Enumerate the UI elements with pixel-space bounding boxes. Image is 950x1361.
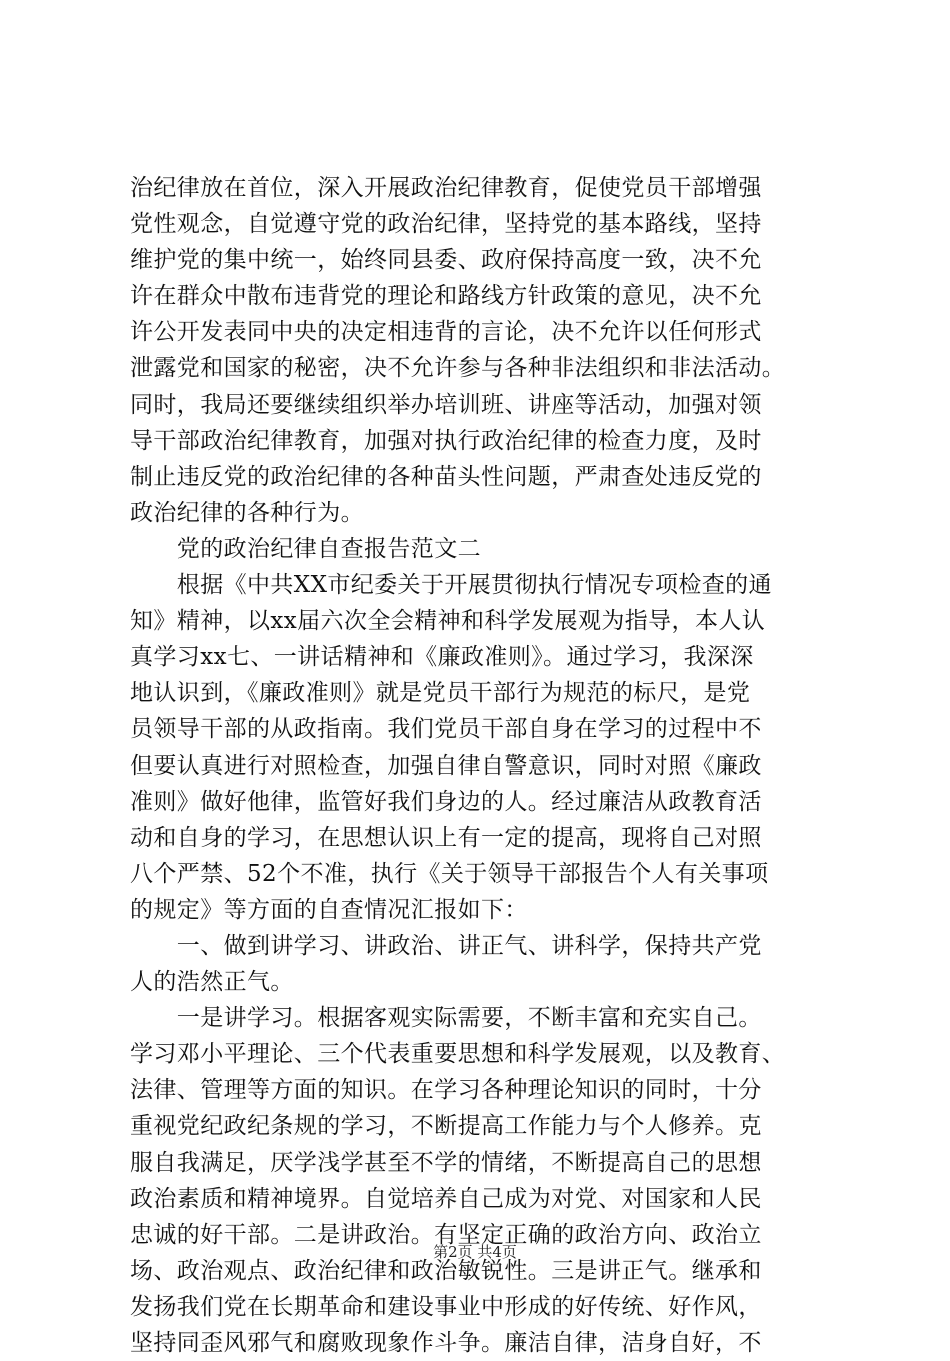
text-line: 党性观念，自觉遵守党的政治纪律，坚持党的基本路线，坚持 xyxy=(130,211,762,238)
text-line: 法律、管理等方面的知识。在学习各种理论知识的同时，十分 xyxy=(130,1077,762,1104)
text-line: 导干部政治纪律教育，加强对执行政治纪律的检查力度，及时 xyxy=(130,427,762,454)
text-line: 政治纪律的各种行为。 xyxy=(130,499,364,526)
section-heading: 党的政治纪律自查报告范文二 xyxy=(130,535,481,562)
text-line: 忠诚的好干部。二是讲政治。有坚定正确的政治方向、政治立 xyxy=(130,1221,762,1248)
body-text xyxy=(130,170,850,1361)
text-line: 真学习xx七、一讲话精神和《廉政准则》。通过学习，我深深 xyxy=(130,644,754,671)
text-line: 发扬我们党在长期革命和建设事业中形成的好传统、好作风， xyxy=(130,1293,762,1320)
text-line: 根据《中共XX市纪委关于开展贯彻执行情况专项检查的通 xyxy=(130,572,772,599)
text-line: 的规定》等方面的自查情况汇报如下： xyxy=(130,896,528,923)
page-number-footer: 第2页 共4页 xyxy=(433,1243,517,1261)
text-line: 一、做到讲学习、讲政治、讲正气、讲科学，保持共产党 xyxy=(130,932,762,959)
text-line: 重视党纪政纪条规的学习，不断提高工作能力与个人修养。克 xyxy=(130,1113,762,1140)
text-line: 维护党的集中统一，始终同县委、政府保持高度一致，决不允 xyxy=(130,247,762,274)
text-line: 一是讲学习。根据客观实际需要，不断丰富和充实自己。 xyxy=(130,1005,762,1032)
text-line: 学习邓小平理论、三个代表重要思想和科学发展观，以及教育、 xyxy=(130,1041,786,1068)
text-line: 同时，我局还要继续组织举办培训班、讲座等活动，加强对领 xyxy=(130,391,762,418)
text-line: 地认识到，《廉政准则》就是党员干部行为规范的标尺，是党 xyxy=(130,680,751,707)
text-line: 但要认真进行对照检查，加强自律自警意识，同时对照《廉政 xyxy=(130,752,762,779)
text-line: 泄露党和国家的秘密，决不允许参与各种非法组织和非法活动。 xyxy=(130,355,786,382)
text-line: 治纪律放在首位，深入开展政治纪律教育，促使党员干部增强 xyxy=(130,175,762,201)
text-line: 许在群众中散布违背党的理论和路线方针政策的意见，决不允 xyxy=(130,283,762,310)
text-line: 动和自身的学习，在思想认识上有一定的提高，现将自己对照 xyxy=(130,824,762,851)
text-line: 政治素质和精神境界。自觉培养自己成为对党、对国家和人民 xyxy=(130,1185,762,1212)
text-line: 知》精神，以xx届六次全会精神和科学发展观为指导，本人认 xyxy=(130,608,766,635)
text-line: 制止违反党的政治纪律的各种苗头性问题，严肃查处违反党的 xyxy=(130,463,762,490)
text-line: 服自我满足，厌学浅学甚至不学的情绪，不断提高自己的思想 xyxy=(130,1149,762,1176)
text-line: 坚持同歪风邪气和腐败现象作斗争。廉洁自律，洁身自好，不 xyxy=(130,1330,762,1356)
text-line: 许公开发表同中央的决定相违背的言论，决不允许以任何形式 xyxy=(130,319,762,346)
text-line: 人的浩然正气。 xyxy=(130,969,294,996)
text-line: 准则》做好他律，监管好我们身边的人。经过廉洁从政教育活 xyxy=(130,788,762,815)
text-line: 场、政治观点、政治纪律和政治敏锐性。三是讲正气。继承和 xyxy=(130,1257,762,1284)
text-line: 八个严禁、52个不准，执行《关于领导干部报告个人有关事项 xyxy=(130,860,769,887)
text-line: 员领导干部的从政指南。我们党员干部自身在学习的过程中不 xyxy=(130,716,762,743)
